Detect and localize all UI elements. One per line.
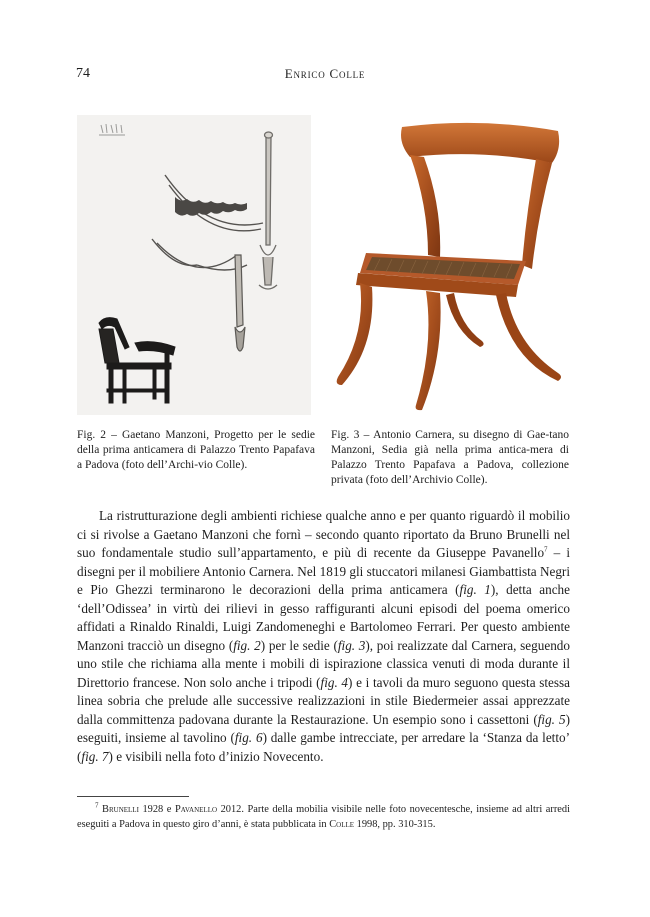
chair-sketch-image [77, 115, 311, 415]
body-text-segment: – i disegni per il mobiliere Antonio Carnera. Nel 1819 gli stuccatori milanesi Giambattista Negri e Pio Ghezzi terminarono le decorazioni della prima anticamera ( [77, 545, 570, 597]
body-text-segment: ), poi realizzate dal Carnera, seguendo uno stile che richiama alla mente i mobili di ispirazione classica venuti di moda durante il Direttorio francese. Non solo anche i tripodi ( [77, 637, 570, 690]
footnote-text: 2012. Parte della mobilia visibile nelle foto novecentesche, insieme ad altri arredi eseguiti a Padova in questo giro d’anni, è stata pubblicata in [77, 804, 570, 830]
footnote-text: 1998, pp. 310-315. [354, 818, 436, 830]
figure-2-drawing [77, 115, 311, 415]
citation-author: Colle [329, 818, 355, 830]
figure-reference: fig. 4 [320, 674, 349, 690]
figure-2-caption: Fig. 2 – Gaetano Manzoni, Progetto per le sedie della prima anticamera di Palazzo Trento Papafava a Padova (foto dell’Archi-vio Colle). [77, 429, 315, 471]
body-text-segment: ) eseguiti, insieme al tavolino ( [77, 711, 571, 745]
footnote-text: 1928 e [138, 804, 175, 815]
body-text-segment: ) e i tavoli da muro seguono questa stessa linea sobria che prelude alle successive realizzazioni in stile Biedermeier assai apprezzate dalla committenza padovana durante la Restaurazione. Un esempio sono i cassettoni ( [77, 674, 570, 727]
figure-3-caption: Fig. 3 – Antonio Carnera, su disegno di Gae-tano Manzoni, Sedia già nella prima antica-mera di Palazzo Trento Papafava a Padova, collezione privata (foto dell’Archivio Colle). [331, 429, 569, 486]
figure-reference: fig. 5 [537, 711, 566, 727]
citation-author: Brunelli [102, 804, 139, 815]
page-number: 74 [76, 66, 90, 81]
figure-reference: fig. 1 [459, 582, 491, 597]
footnote [77, 803, 570, 832]
footnote-reference: 7 [544, 545, 548, 554]
footnote-divider [77, 796, 189, 797]
body-text-segment: ) e visibili nella foto d’inizio Novecento. [108, 748, 324, 764]
figure-reference: fig. 7 [81, 748, 109, 764]
running-head: Enrico Colle [284, 66, 366, 81]
figure-3-photo [330, 115, 570, 415]
figure-reference: fig. 3 [337, 637, 366, 653]
body-text-segment: ) per le sedie ( [260, 637, 338, 653]
klismos-chair-image [330, 115, 570, 415]
figure-reference: fig. 2 [233, 637, 261, 653]
body-text-segment: ) dalle gambe intrecciate, per arredare la ‘Stanza da letto’ ( [77, 730, 570, 764]
citation-author: Pavanello [174, 804, 218, 815]
body-paragraph [77, 507, 570, 766]
figure-reference: fig. 6 [234, 730, 263, 745]
body-text-segment: La ristrutturazione degli ambienti richiese qualche anno e per quanto riguardò il mobilio ci si rivolse a Gaetano Manzoni che fornì – secondo quanto riportato da Bruno Brunelli nel suo fondamentale studio sull’appartamento, e più di recente da Giuseppe Pavanello [77, 508, 570, 560]
footnote-number: 7 [95, 801, 99, 810]
body-text-segment: ), detta anche ‘dell’Odissea’ in virtù dei rilievi in gesso raffiguranti alcuni episodi del poema omerico affidati a Rinaldo Rinaldi, Luigi Zandomeneghi e Bartolomeo Ferrari. Per questo ambiente Manzoni tracciò un disegno ( [77, 582, 570, 653]
